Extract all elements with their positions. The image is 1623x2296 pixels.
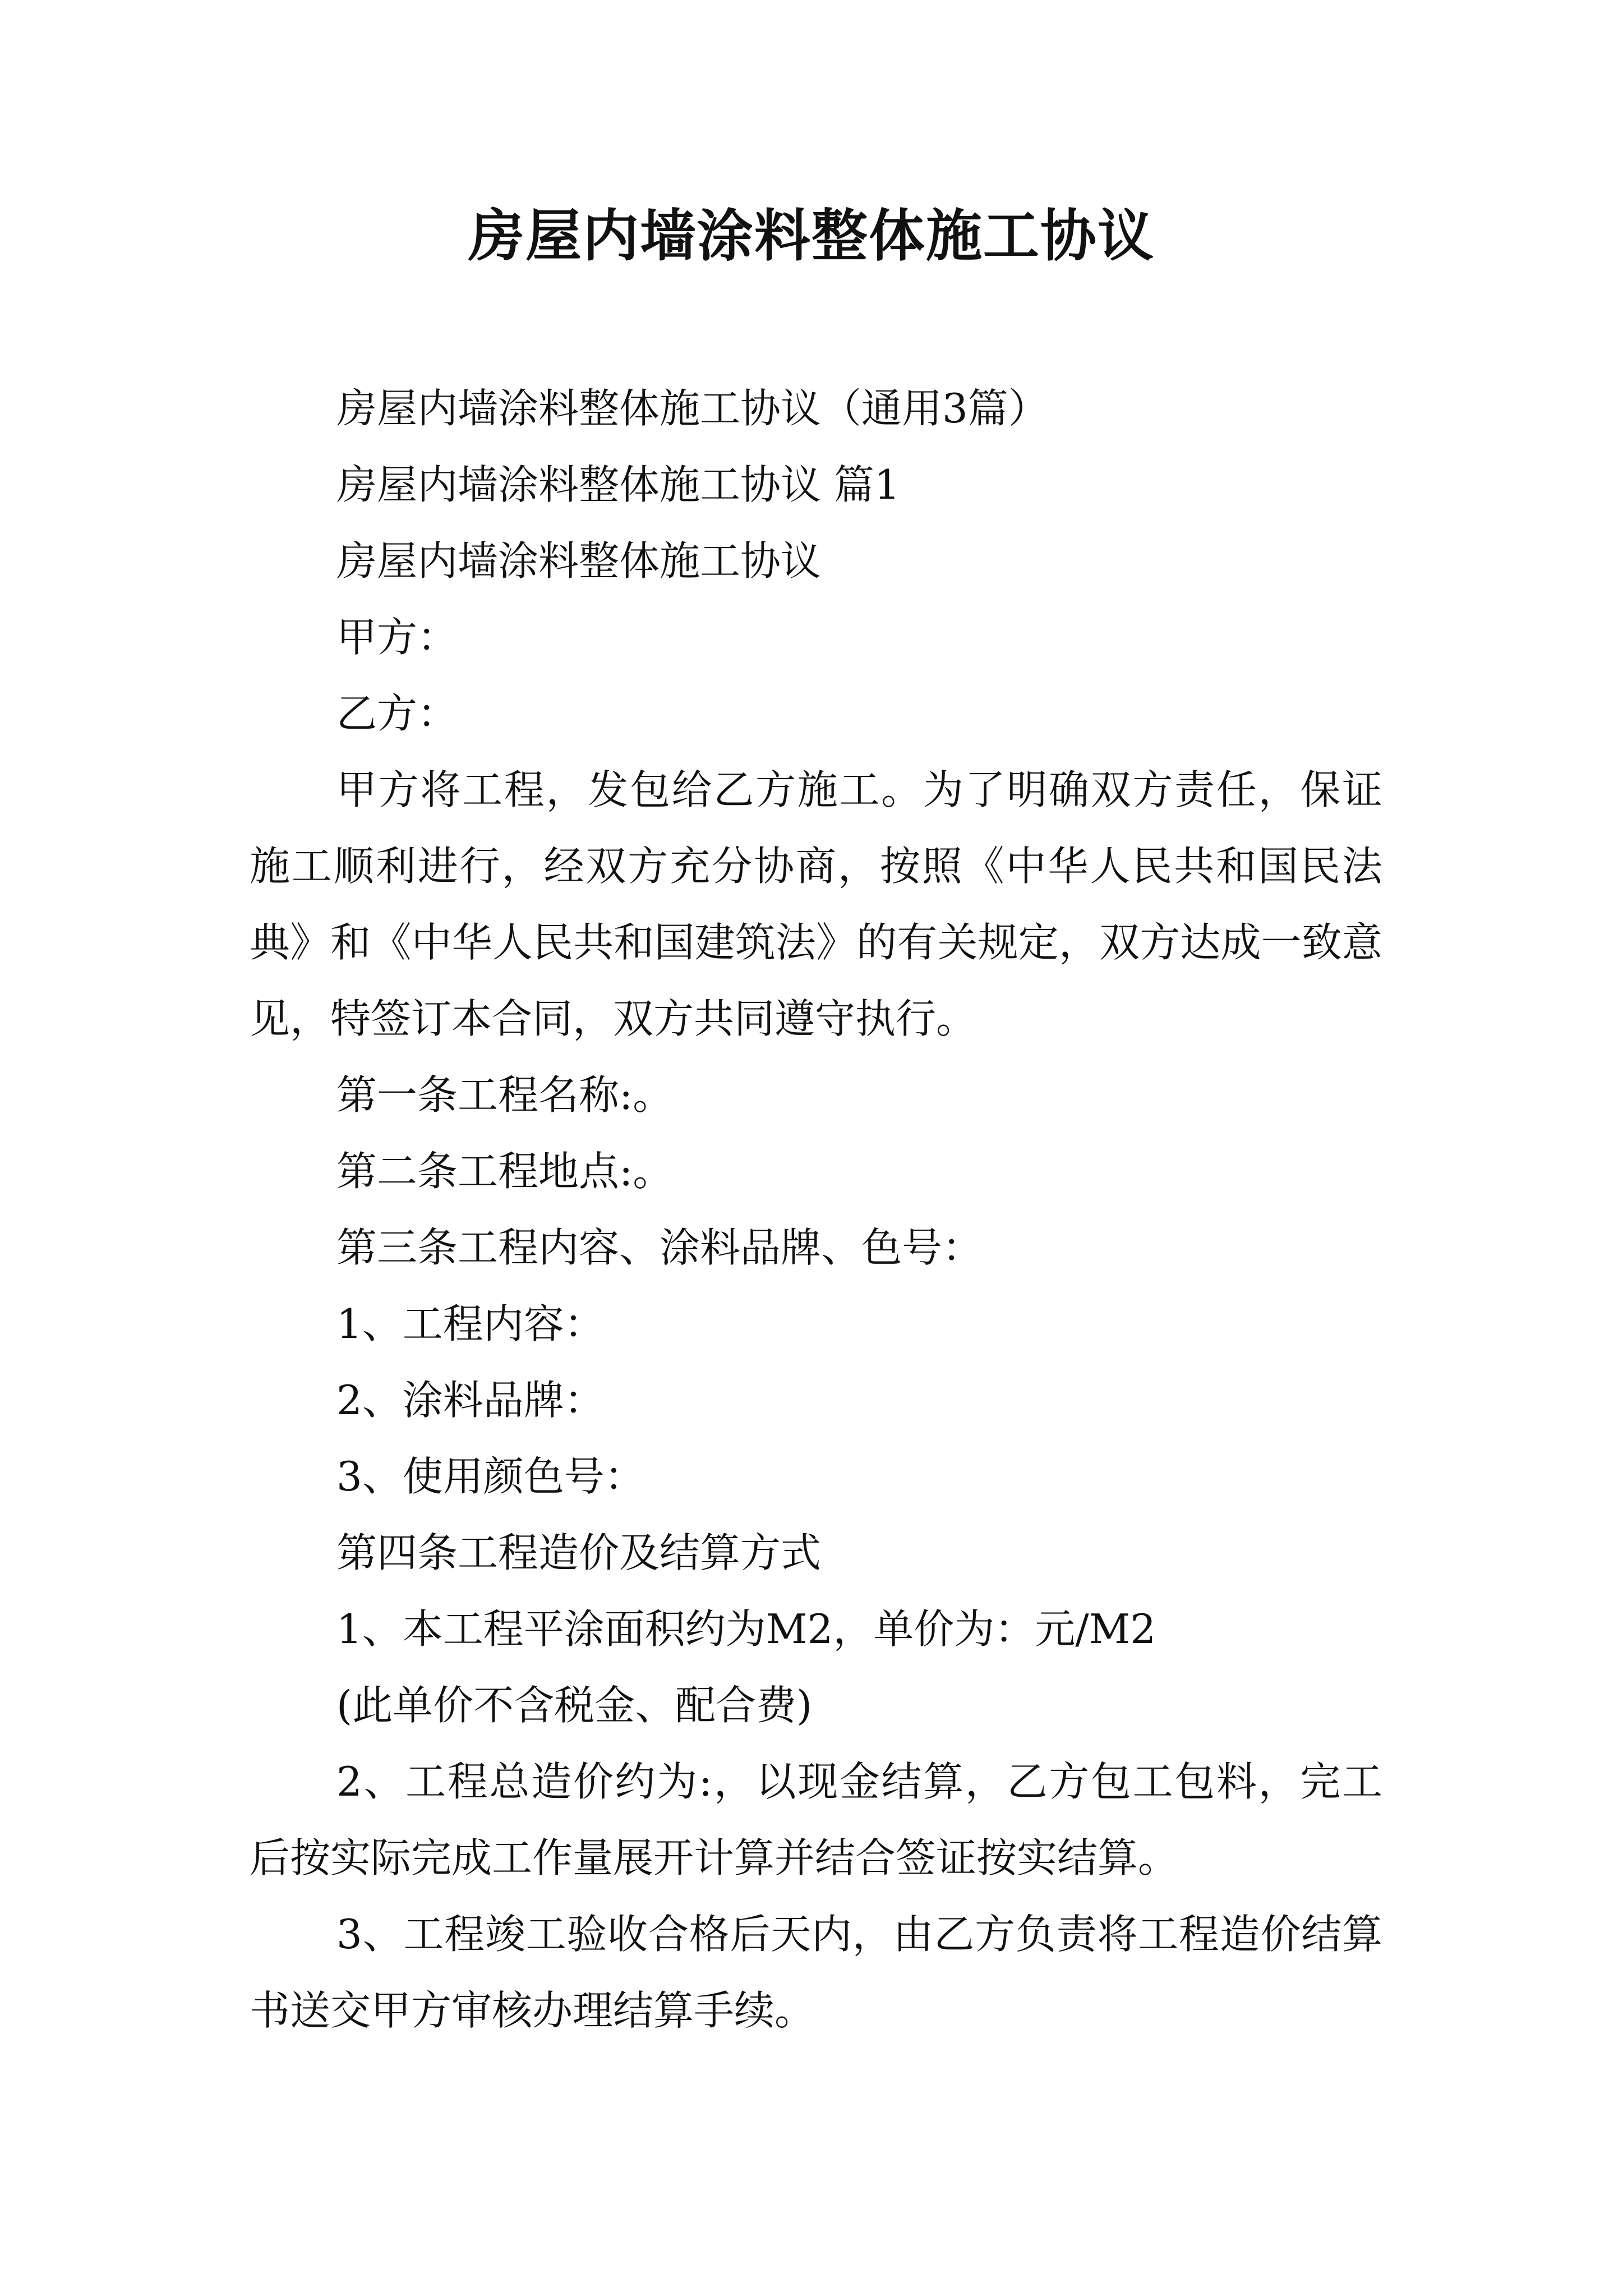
paragraph-article-4: 第四条工程造价及结算方式 (336, 1529, 822, 1576)
paragraph-article-2: 第二条工程地点:。 (336, 1148, 674, 1195)
paragraph-subtitle: 房屋内墙涂料整体施工协议 (336, 537, 822, 585)
paragraph-preamble: 甲方将工程，发包给乙方施工。为了明确双方责任，保证施工顺利进行，经双方充分协商，按照《中华人民共和国民法典》和《中华人民共和国建筑法》的有关规定，双方达成一致意见，特签订本合同，双方共同遵守执行。 (250, 766, 1382, 1042)
paragraph-article-3-item-3: 3、使用颜色号： (336, 1453, 645, 1500)
paragraph-article-4-note: (此单价不含税金、配合费) (336, 1682, 813, 1729)
paragraph-party-b: 乙方： (336, 690, 458, 737)
paragraph-article-4-item-3: 3、工程竣工验收合格后天内，由乙方负责将工程造价结算书送交甲方审核办理结算手续。 (250, 1911, 1382, 2034)
document-body (250, 370, 1382, 2049)
document-title: 房屋内墙涂料整体施工协议 (468, 203, 1155, 269)
paragraph-article-1: 第一条工程名称:。 (336, 1071, 674, 1119)
paragraph-party-a: 甲方： (336, 614, 458, 661)
paragraph-article-4-item-1: 1、本工程平涂面积约为M2，单价为：元/M2 (336, 1605, 1156, 1653)
paragraph-article-3-item-2: 2、涂料品牌： (336, 1377, 605, 1424)
paragraph-part-label: 房屋内墙涂料整体施工协议 篇1 (336, 461, 900, 508)
paragraph-article-3-item-1: 1、工程内容： (336, 1300, 605, 1347)
paragraph-article-3: 第三条工程内容、涂料品牌、色号： (336, 1224, 983, 1271)
paragraph-article-4-item-2: 2、工程总造价约为:，以现金结算，乙方包工包料，完工后按实际完成工作量展开计算并结合签证按实结算。 (250, 1758, 1382, 1881)
paragraph-heading: 房屋内墙涂料整体施工协议（通用3篇） (336, 385, 1049, 432)
